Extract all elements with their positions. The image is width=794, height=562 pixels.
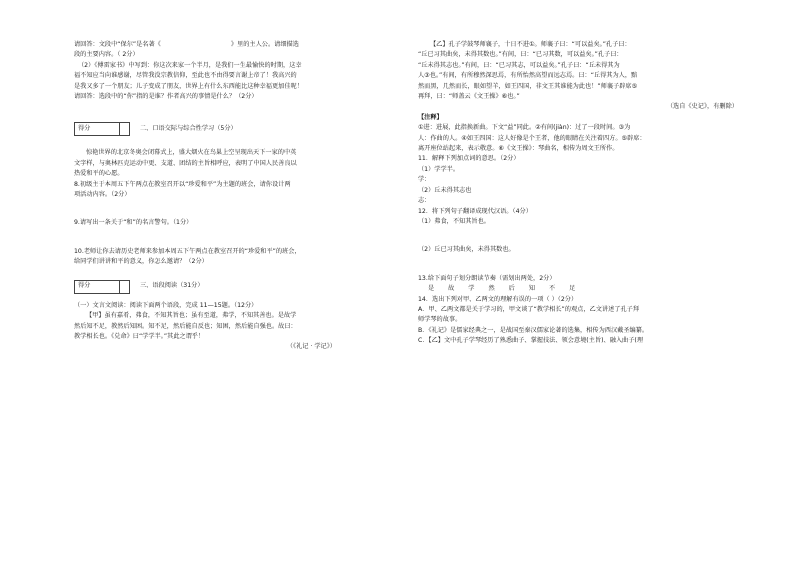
question-14-option-a: A．甲、乙两文都是关于学习的，甲文谈了“教学相长”的观点，乙文讲述了孔子拜 (418, 305, 640, 313)
notes-title: 【注释】 (418, 113, 443, 121)
passage-yi-line: 【乙】孔子学鼓琴师襄子，十日不进①。师襄子曰：“可以益矣。”孔子曰： (430, 41, 631, 48)
question-10-line: 10.老师让你去请历史老师来参加本周五下午两点在教室召开的“珍爱和平”的班会， (74, 247, 301, 255)
passage-jia-line: 教学相长也。《兑命》曰“学学半。”其此之谓乎！ (74, 332, 205, 340)
section-3-subtitle: （一）文言文阅读：阅读下面两个语段，完成 11—15题。（12分） (74, 301, 258, 309)
note-line: 离开座位站起来，表示敬意。⑥《文王操》：琴曲名，相传为周文王所作。 (418, 145, 619, 153)
score-blank (120, 122, 130, 136)
right-column (418, 40, 738, 347)
passage-yi-line: “丘已习其曲矣，未得其数也。”有间，曰：“已习其数，可以益矣。”孔子曰： (418, 51, 623, 59)
question-10-line: 给同学们讲讲和平的意义，你怎么邀请？（2分） (74, 258, 208, 266)
score-cell: 得分 (74, 122, 120, 136)
passage-yi-line: 然而黑，几然而长，眼如望羊，如王四国，非文王其谁能为此也！”师襄子辟席⑤ (418, 82, 638, 90)
passage-yi-line: 人③也。”有间，有所穆然深思焉，有所怡然高望而远志焉。曰：“丘得其为人，黯 (418, 72, 638, 80)
question-intro-line: 段的主要内容。（ 2分） (74, 51, 139, 59)
question-13-sentence: 是 故 学 然 后 知 不 足 (428, 285, 582, 293)
passage-yi-source: （选自《史记》，有删除） (666, 103, 738, 111)
score-cell: 得分 (74, 280, 120, 294)
question-11: 11．解释下列加点词的意思。（2分） (418, 155, 520, 163)
paragraph-line: 文字样，与奥林匹克运动中更、支道、团结的主旨相呼应，表明了中国人民善良以 (74, 159, 297, 167)
note-line: ①进：进展，此指换新曲。下文“益”同此。②有间(jiàn)：过了一段时间。③为 (418, 124, 631, 132)
section-2-title: 二、口语交际与综合性学习（5分） (140, 125, 237, 133)
question-intro-text: 请回答：文段中“保尔”是名著《 (74, 41, 161, 48)
question-intro-line (74, 40, 386, 50)
section-2-header (74, 122, 386, 136)
question-2-line: 福不知应当向谁感谢，尽管我没宗教信仰，至此也不由得要言谢上帝了！我高兴的 (74, 72, 297, 80)
question-9: 9.请写出一条关于“和”的名言警句。（1分） (74, 219, 193, 227)
question-12: 12．将下列句子翻译成现代汉语。（4分） (418, 207, 532, 215)
passage-jia-line: 【甲】虽有嘉肴，弗食，不知其旨也；虽有至道，弗学，不知其善也。是故学 (86, 312, 297, 320)
passage-jia-line: 然后知不足，教然后知困。知不足，然后能自反也；知困，然后能自强也。故曰： (74, 322, 297, 330)
question-2-line: 请回答：选段中的“你”指的是谁？作者高兴的事情是什么？（2分） (74, 93, 258, 101)
question-11-answer: 学： (418, 176, 431, 184)
question-8-line: 8.初级主于本周五下午两点在教室召开以“珍爱和平”为主题的班会，请你设计两 (74, 180, 291, 188)
question-13: 13.给下面句子划分朗读节奏（需划出两处，2分） (418, 274, 556, 282)
question-14-option-a: 师学琴的故事。 (418, 316, 462, 324)
question-12-item: （1）弗食，不知其旨也。 (418, 217, 490, 225)
paragraph-line: 热爱和平的心愿。 (74, 170, 124, 178)
question-2-line: 是我又多了一个朋友；儿子变成了朋友，世界上有什么东西能比这种幸福更加佳呢！ (74, 82, 303, 90)
question-2-line: （2）《傅雷家书》中写到：你这次来家一个半月，是我们一生最愉快的时期，这幸 (78, 61, 302, 69)
section-3-header (74, 280, 386, 294)
passage-yi-line: 再拜，曰：“师盖云《文王操》⑥也。” (418, 93, 520, 101)
question-14-option-c: C．【乙】文中孔子学琴经历了熟悉曲子、掌握技法、领会意境(主旨)、融入曲子(理 (418, 337, 644, 345)
question-12-item: （2）丘已习其曲矣，未得其数也。 (418, 246, 515, 254)
question-14: 14．选出下列对甲、乙两文的理解有误的一项（ ）（2分） (418, 295, 578, 303)
question-11-answer: 志： (418, 197, 431, 205)
section-3-title: 三、语段阅读（31分） (140, 282, 204, 290)
score-blank (120, 280, 130, 294)
left-column (74, 40, 386, 353)
passage-jia-source: （《礼记 · 学记》） (286, 343, 336, 351)
note-line: 人：作曲的人。④如王四国：这人好像是个王者，他的眼睛在关注着四方。⑤辟席： (418, 134, 646, 142)
passage-yi-line: “丘未得其志也。”有间，曰：“已习其志，可以益矣。”孔子曰：“丘未得其为 (418, 61, 620, 69)
question-11-item: （1）学学半。 (418, 165, 460, 173)
question-intro-text: 》里的主人公。请细描选 (230, 41, 299, 48)
paragraph-line: 惊艳世界的北京冬奥会闭幕式上，盛大烟火在鸟巢上空呈现出天下一家的中英 (86, 149, 297, 157)
question-14-option-b: B．《礼记》是儒家经典之一，是战国至秦汉儒家论著的选集，相传为西汉戴圣编纂。 (418, 326, 649, 334)
question-8-line: 项活动内容。（2分） (74, 191, 131, 199)
question-11-item: （2）丘未得其志也 (418, 186, 472, 194)
